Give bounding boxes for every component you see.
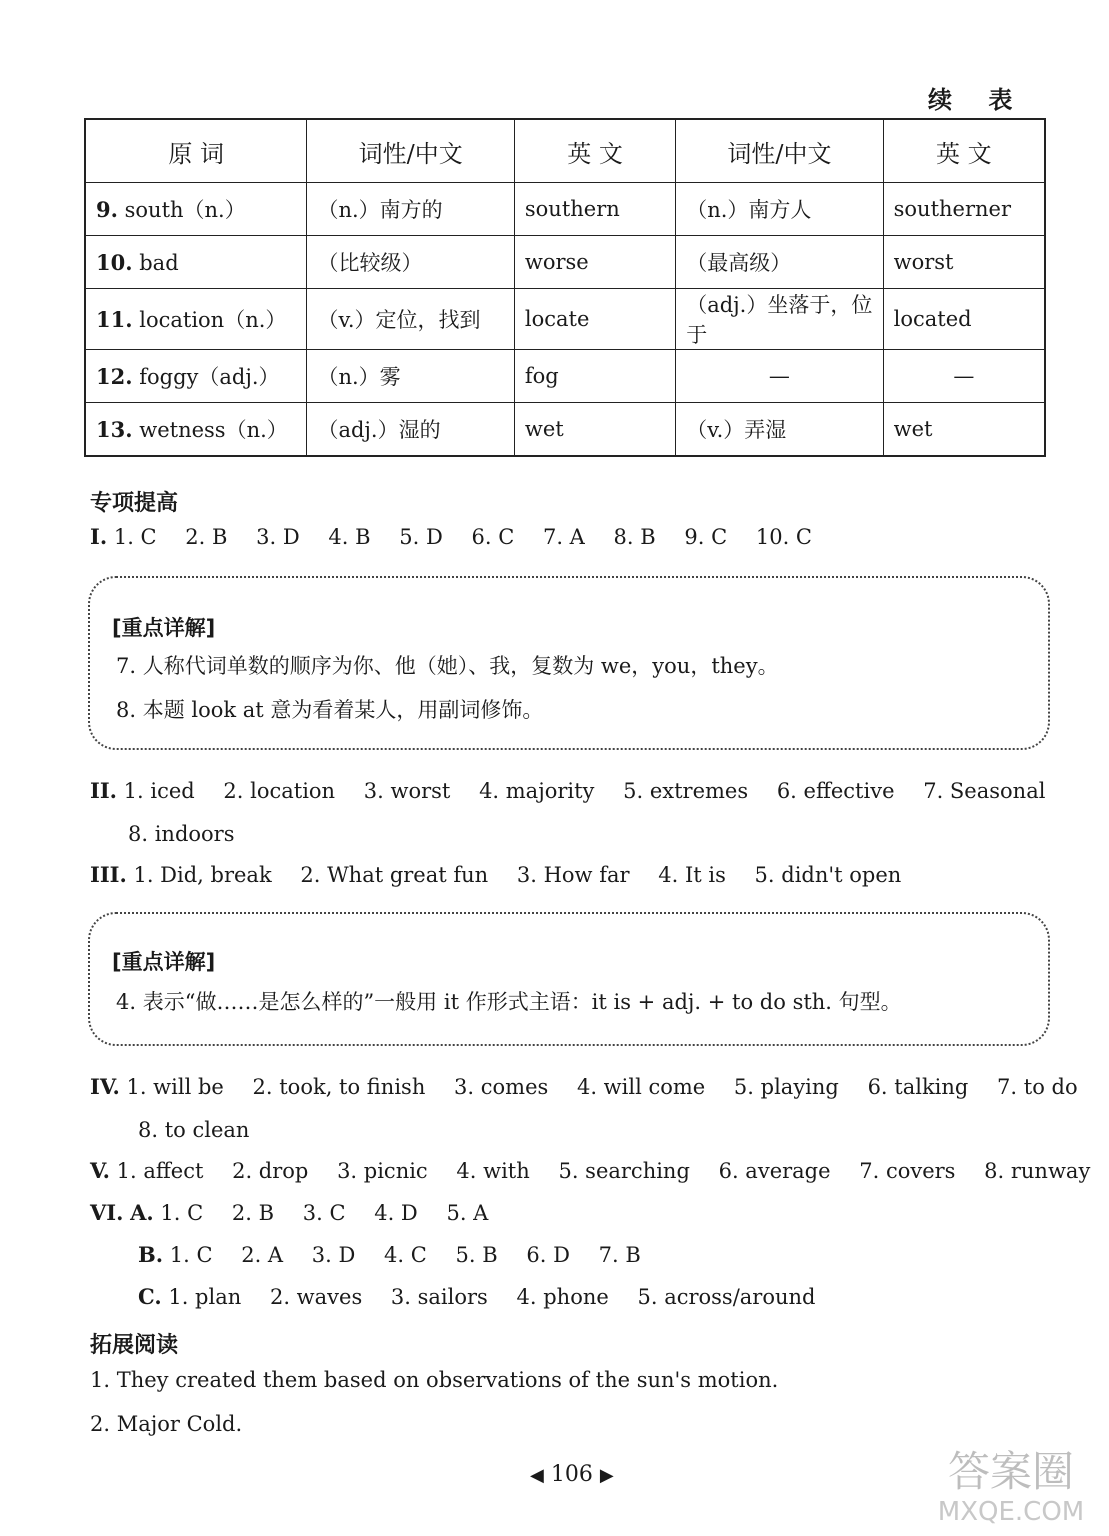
- answer-item: 7. A: [542, 525, 585, 549]
- part-label: V.: [90, 1158, 110, 1183]
- key-explanation-box-2: [88, 912, 1050, 1046]
- row-number: 11.: [96, 307, 133, 332]
- cell-pos1: （n.）南方的: [307, 183, 514, 236]
- watermark-logo: [921, 1438, 1101, 1528]
- cell-en1: locate: [514, 289, 675, 350]
- vocab-table: [84, 118, 1046, 457]
- word-text: location（n.）: [139, 308, 287, 332]
- page-number-text: 106: [550, 1462, 593, 1487]
- table-header-row: [85, 119, 1045, 183]
- answer-item: 6. effective: [776, 779, 895, 803]
- answer-item: 2. B: [231, 1201, 275, 1225]
- cell-pos1: （adj.）湿的: [307, 403, 514, 457]
- cell-pos1: （v.）定位，找到: [307, 289, 514, 350]
- answer-item: 3. D: [311, 1243, 356, 1267]
- answer-item: 1. affect: [116, 1159, 204, 1183]
- reading-answer-line: 2. Major Cold.: [90, 1412, 243, 1436]
- answer-item: 4. will come: [576, 1075, 706, 1099]
- cell-pos1: （比较级）: [307, 236, 514, 289]
- table-row: [85, 183, 1045, 236]
- table-row: [85, 236, 1045, 289]
- answer-item: 5. extremes: [623, 779, 749, 803]
- watermark-text-cn: 答案圈: [947, 1447, 1075, 1496]
- cell-word: [85, 350, 307, 403]
- answer-item: 2. B: [185, 525, 228, 549]
- answer-item: 4. C: [384, 1243, 427, 1267]
- header-english-2: 英 文: [883, 119, 1045, 183]
- key-explanation-box-1: [88, 576, 1050, 750]
- table-row: [85, 350, 1045, 403]
- cell-word: [85, 236, 307, 289]
- answer-item: 8. indoors: [128, 822, 235, 846]
- answer-item: 8. B: [613, 525, 656, 549]
- sub-part-label: A.: [130, 1200, 154, 1225]
- left-triangle-icon: ◀: [530, 1465, 544, 1486]
- header-pos-chinese-2: 词性/中文: [676, 119, 883, 183]
- header-pos-chinese-1: 词性/中文: [307, 119, 514, 183]
- answer-item: 1. C: [169, 1243, 213, 1267]
- answer-item: 7. B: [598, 1243, 641, 1267]
- answer-item: 4. It is: [658, 863, 726, 887]
- answer-item: 1. will be: [126, 1075, 224, 1099]
- cell-en1: southern: [514, 183, 675, 236]
- explanation-line: 8. 本题 look at 意为看着某人，用副词修饰。: [116, 698, 544, 722]
- cell-en2: wet: [883, 403, 1045, 457]
- word-text: bad: [139, 250, 179, 275]
- answer-item: 1. Did, break: [133, 863, 272, 887]
- explanation-line: 7. 人称代词单数的顺序为你、他（她）、我，复数为 we，you，they。: [116, 654, 779, 678]
- cell-word: [85, 289, 307, 350]
- answer-item: 5. across/around: [637, 1285, 816, 1309]
- answer-item: 5. D: [399, 525, 443, 549]
- part-label: II.: [90, 778, 117, 803]
- cell-en2: worst: [883, 236, 1045, 289]
- part-2-answers: [90, 778, 1067, 803]
- answer-item: 3. C: [302, 1201, 346, 1225]
- table-row: [85, 403, 1045, 457]
- table-row: [85, 289, 1045, 350]
- answer-item: 3. D: [256, 525, 300, 549]
- part-label: III.: [90, 862, 127, 887]
- part-4-answers-cont: [138, 1118, 271, 1142]
- watermark-text-en: MXQE.COM: [937, 1497, 1085, 1527]
- cell-en1: fog: [514, 350, 675, 403]
- answer-item: 6. D: [526, 1243, 570, 1267]
- answer-item: 7. covers: [859, 1159, 956, 1183]
- section-title-special: 专项提高: [90, 491, 179, 516]
- part-6a-answers: [90, 1200, 510, 1225]
- cell-pos2: （n.）南方人: [676, 183, 883, 236]
- answer-item: 5. playing: [733, 1075, 839, 1099]
- part-label: IV.: [90, 1074, 120, 1099]
- cell-pos1: （n.）雾: [307, 350, 514, 403]
- answer-item: 2. waves: [269, 1285, 363, 1309]
- answer-item: 6. average: [718, 1159, 831, 1183]
- part-1-answers: [90, 524, 834, 549]
- explanation-line: 4. 表示“做……是怎么样的”一般用 it 作形式主语：it is + adj. + to do sth. 句型。: [116, 990, 902, 1014]
- answer-item: 4. D: [374, 1201, 418, 1225]
- answer-item: 1. iced: [123, 779, 195, 803]
- cell-word: [85, 403, 307, 457]
- cell-en2: located: [883, 289, 1045, 350]
- answer-item: 4. majority: [479, 779, 595, 803]
- explanation-heading: [重点详解]: [112, 950, 216, 974]
- answer-item: 5. A: [446, 1201, 489, 1225]
- right-triangle-icon: ▶: [599, 1465, 614, 1486]
- answer-item: 3. How far: [516, 863, 630, 887]
- part-label: VI.: [90, 1200, 124, 1225]
- answer-item: 5. B: [455, 1243, 498, 1267]
- answer-item: 5. searching: [558, 1159, 690, 1183]
- word-text: foggy（adj.）: [139, 365, 280, 389]
- answer-item: 1. C: [160, 1201, 204, 1225]
- answer-item: 4. phone: [516, 1285, 609, 1309]
- word-text: wetness（n.）: [139, 418, 288, 442]
- answer-item: 8. runway: [984, 1159, 1091, 1183]
- answer-item: 1. plan: [168, 1285, 242, 1309]
- answer-item: 6. talking: [867, 1075, 969, 1099]
- cell-pos2: （v.）弄湿: [676, 403, 883, 457]
- sub-part-label: C.: [138, 1284, 162, 1309]
- answer-item: 2. What great fun: [300, 863, 489, 887]
- part-label: I.: [90, 524, 108, 549]
- answer-item: 2. drop: [232, 1159, 309, 1183]
- answer-item: 2. location: [223, 779, 336, 803]
- row-number: 10.: [96, 249, 133, 275]
- section-title-extended-reading: 拓展阅读: [90, 1333, 179, 1358]
- part-5-answers: [90, 1158, 1109, 1183]
- explanation-heading: [重点详解]: [112, 616, 216, 640]
- cell-pos2: （最高级）: [676, 236, 883, 289]
- word-text: south（n.）: [124, 198, 246, 222]
- answer-item: 2. A: [241, 1243, 284, 1267]
- answer-item: 2. took, to finish: [252, 1075, 426, 1099]
- part-2-answers-cont: [128, 822, 257, 846]
- part-6c-answers: [138, 1284, 837, 1309]
- row-number: 13.: [96, 417, 133, 442]
- reading-answer-line: 1. They created them based on observations of the sun's motion.: [90, 1368, 779, 1392]
- answer-item: 7. to do: [997, 1075, 1078, 1099]
- cell-en1: wet: [514, 403, 675, 457]
- continued-label: 续 表: [928, 85, 1027, 114]
- answer-item: 9. C: [684, 525, 728, 549]
- part-6b-answers: [138, 1242, 663, 1267]
- answer-item: 4. B: [328, 525, 371, 549]
- cell-pos2: —: [676, 350, 883, 403]
- header-english-1: 英 文: [514, 119, 675, 183]
- sub-part-label: B.: [138, 1242, 164, 1267]
- answer-item: 3. worst: [363, 779, 451, 803]
- part-4-answers: [90, 1074, 1100, 1099]
- row-number: 12.: [96, 364, 133, 389]
- answer-item: 10. C: [755, 525, 812, 549]
- cell-en1: worse: [514, 236, 675, 289]
- answer-item: 4. with: [456, 1159, 530, 1183]
- cell-en2: southerner: [883, 183, 1045, 236]
- row-number: 9.: [96, 197, 118, 222]
- answer-item: 3. sailors: [390, 1285, 488, 1309]
- part-3-answers: [90, 862, 923, 887]
- answer-item: 8. to clean: [138, 1118, 250, 1142]
- answer-item: 3. comes: [454, 1075, 549, 1099]
- answer-item: 7. Seasonal: [923, 779, 1046, 803]
- answer-item: 3. picnic: [337, 1159, 428, 1183]
- cell-pos2: （adj.）坐落于，位于: [676, 289, 883, 350]
- cell-en2: —: [883, 350, 1045, 403]
- page-number: [530, 1462, 614, 1487]
- answer-item: 5. didn't open: [754, 863, 902, 887]
- header-original-word: 原 词: [85, 119, 307, 183]
- cell-word: [85, 183, 307, 236]
- answer-item: 6. C: [471, 525, 515, 549]
- answer-item: 1. C: [113, 525, 157, 549]
